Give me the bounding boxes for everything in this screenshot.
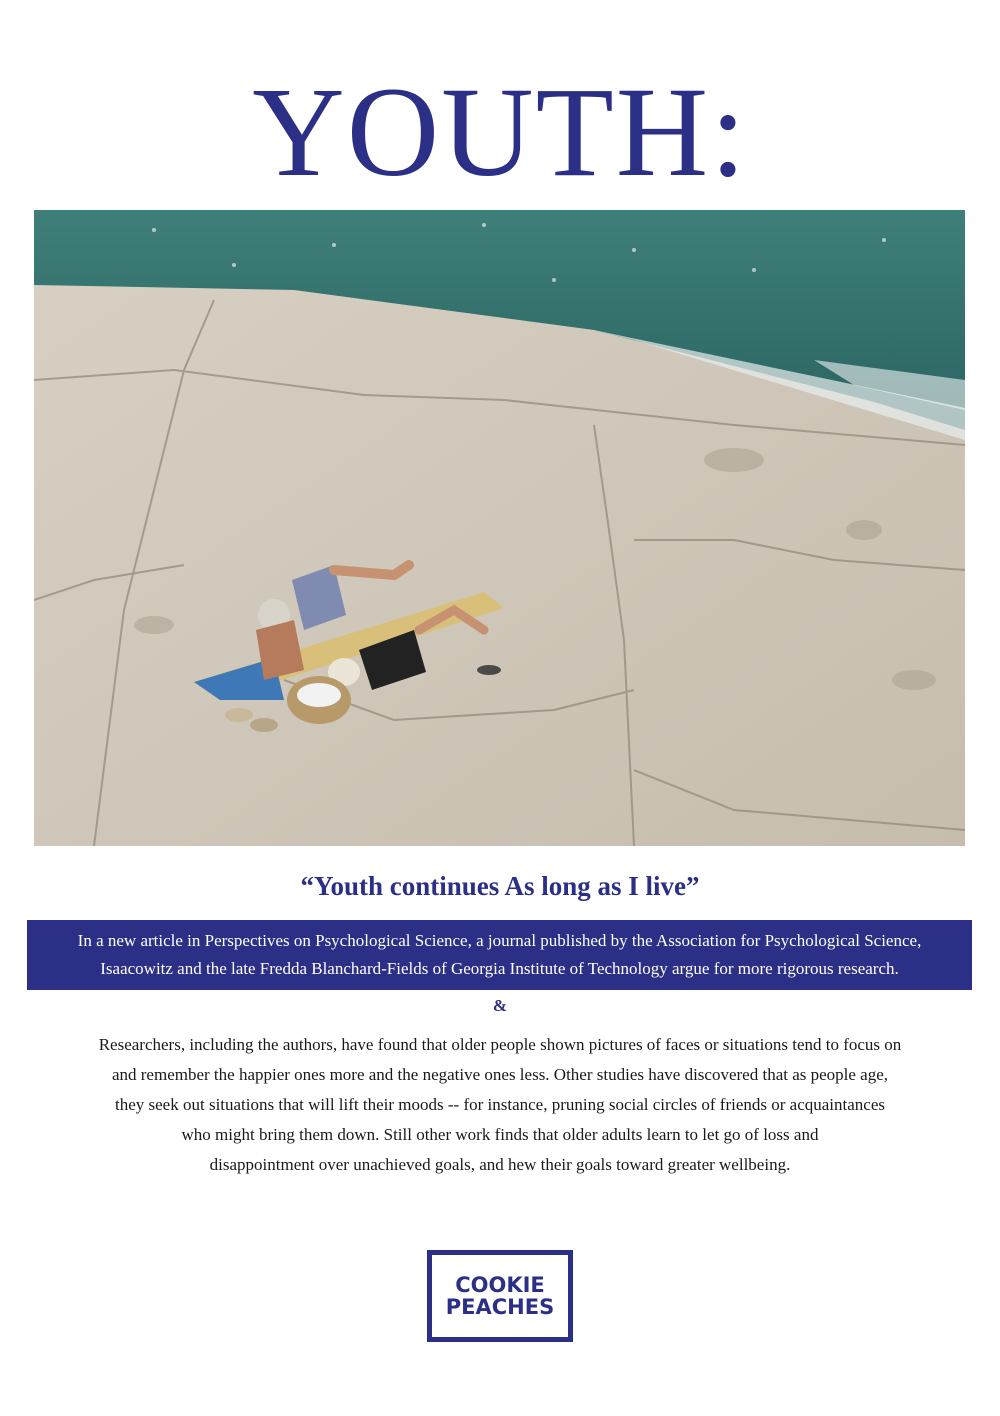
beach-couple-photo (34, 210, 965, 846)
intro-banner-line: In a new article in Perspectives on Psychological Science, a journal published by the Association for Psychological Science, (77, 931, 922, 950)
page-title: YOUTH: (252, 61, 748, 203)
intro-banner (27, 920, 972, 990)
logo-line-2: PEACHES (445, 1295, 555, 1319)
body-line: who might bring them down. Still other work finds that older adults learn to let go of loss and (181, 1125, 819, 1144)
body-line: Researchers, including the authors, have found that older people shown pictures of faces or situations tend to focus on (98, 1035, 902, 1054)
body-line: and remember the happier ones more and the negative ones less. Other studies have discovered that as people age, (111, 1065, 889, 1084)
pull-quote: “Youth continues As long as I live” (300, 871, 700, 901)
intro-banner-line: Isaacowitz and the late Fredda Blanchard-Fields of Georgia Institute of Technology argue for more rigorous research. (100, 959, 899, 978)
cookie-peaches-logo (427, 1250, 573, 1342)
logo-line-1: COOKIE (455, 1273, 545, 1297)
body-paragraph (40, 1030, 960, 1180)
body-line: they seek out situations that will lift their moods -- for instance, pruning social circles of friends or acquaintances (115, 1095, 885, 1114)
body-line: disappointment over unachieved goals, and hew their goals toward greater wellbeing. (209, 1155, 791, 1174)
ampersand-separator: & (492, 996, 508, 1015)
